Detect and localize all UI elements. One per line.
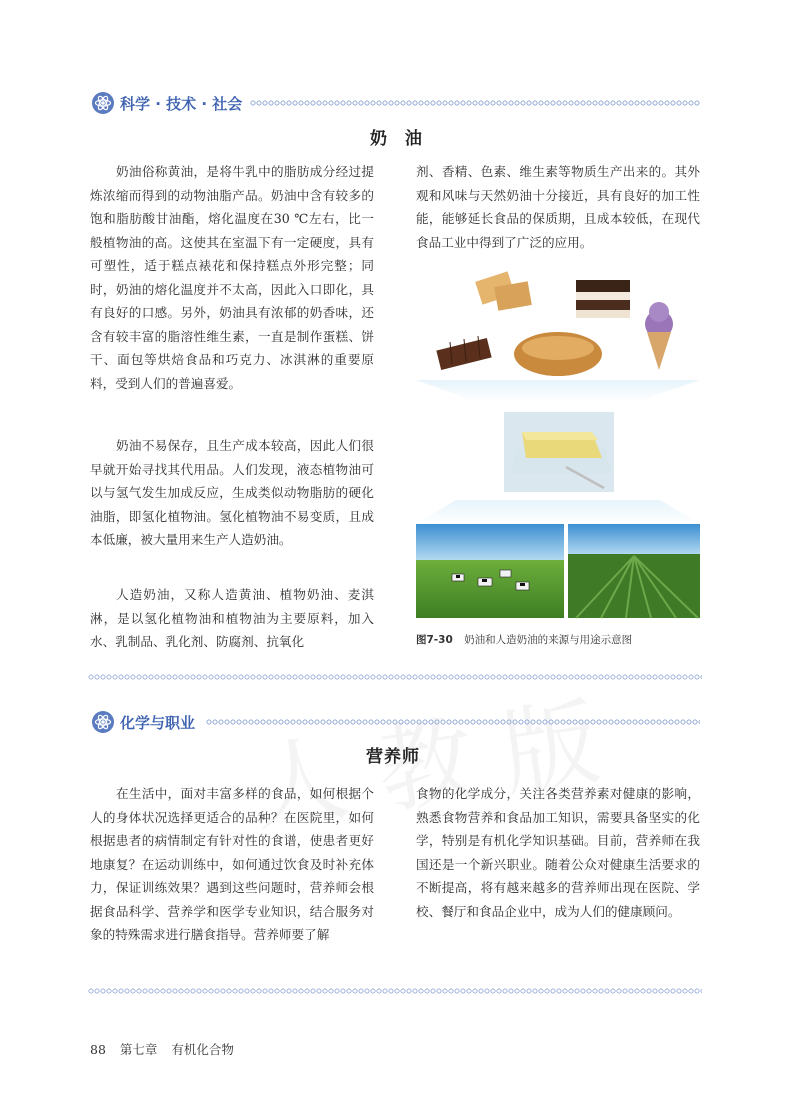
figure-caption bbox=[416, 632, 632, 647]
page-number: 88 bbox=[90, 1042, 106, 1057]
section-header-career bbox=[92, 709, 195, 735]
figure-number: 图7-30 bbox=[416, 634, 453, 646]
biscuits-image bbox=[475, 271, 532, 310]
figure-caption-text: 奶油和人造奶油的来源与用途示意图 bbox=[464, 634, 633, 646]
article-title: 营养师 bbox=[366, 747, 420, 767]
pasture-image bbox=[416, 524, 564, 618]
section-header-rule bbox=[206, 719, 700, 725]
crop-field-image bbox=[568, 524, 700, 618]
figure-illustration bbox=[416, 262, 700, 622]
chapter-title: 有机化合物 bbox=[171, 1042, 234, 1057]
chocolate-image bbox=[436, 336, 491, 370]
section-title: 科学 · 技术 · 社会 bbox=[120, 94, 243, 113]
section-divider-1 bbox=[88, 674, 702, 680]
paragraph-3: 人造奶油，又称人造黄油、植物奶油、麦淇淋，是以氢化植物油和植物油为主要原料，加入水、乳制品、乳化剂、防腐剂、抗氧化 bbox=[90, 587, 374, 649]
section-header-sts bbox=[92, 90, 242, 116]
article-title: 奶 油 bbox=[370, 129, 428, 149]
paragraph-right: 剂、香精、色素、维生素等物质生产出来的。其外观和风味与天然奶油十分接近，具有良好的加工性能，能够延长食品的保质期，且成本较低，在现代食品工业中得到了广泛的应用。 bbox=[416, 164, 700, 250]
chapter-label: 第七章 bbox=[119, 1042, 158, 1057]
butter-image bbox=[504, 412, 614, 492]
figure-7-30 bbox=[416, 262, 700, 622]
bread-image bbox=[514, 332, 602, 376]
paragraph-1: 奶油俗称黄油，是将牛乳中的脂肪成分经过提炼浓缩而得到的动物油脂产品。奶油中含有较多的饱和脂肪酸甘油酯，熔化温度在30 ℃左右，比一般植物油的高。这使其在室温下有一定硬度，具有可塑性，适于糕点裱花和保持糕点外形完整；同时，奶油的熔化温度并不太高，因此入口即化，具有良好的口感。另外，奶油具有浓郁的奶香味，还含有较丰富的脂溶性维生素，一直是制作蛋糕、饼干、面包等烘焙食品和巧克力、冰淇淋的重要原料，受到人们的普遍喜爱。 bbox=[90, 164, 374, 391]
section-divider-2 bbox=[88, 988, 702, 994]
atom-icon bbox=[92, 92, 114, 114]
light-beam-top bbox=[416, 380, 700, 402]
paragraph-career-left: 在生活中，面对丰富多样的食品，如何根据个人的身体状况选择更适合的品种？在医院里，如何根据患者的病情制定有针对性的食谱，使患者更好地康复？在运动训练中，如何通过饮食及时补充体力，保证训练效果？遇到这些问题时，营养师会根据食品科学、营养学和医学专业知识，结合服务对象的特殊需求进行膳食指导。营养师要了解 bbox=[90, 786, 374, 942]
page-footer bbox=[90, 1040, 244, 1058]
atom-icon bbox=[92, 711, 114, 733]
cake-image bbox=[576, 280, 630, 318]
section-header-rule bbox=[250, 100, 700, 106]
paragraph-career-right: 食物的化学成分，关注各类营养素对健康的影响，熟悉食物营养和食品加工知识，需要具备坚实的化学，特别是有机化学知识基础。目前，营养师在我国还是一个新兴职业。随着公众对健康生活要求的不断提高，将有越来越多的营养师出现在医院、学校、餐厅和食品企业中，成为人们的健康顾问。 bbox=[416, 786, 700, 919]
paragraph-2: 奶油不易保存，且生产成本较高，因此人们很早就开始寻找其代用品。人们发现，液态植物油可以与氢气发生加成反应，生成类似动物脂肪的硬化油脂，即氢化植物油。氢化植物油不易变质，且成本低廉，被大量用来生产人造奶油。 bbox=[90, 438, 374, 547]
section-title: 化学与职业 bbox=[120, 713, 196, 732]
light-beam-bottom bbox=[416, 500, 700, 524]
ice-cream-image bbox=[645, 302, 673, 370]
